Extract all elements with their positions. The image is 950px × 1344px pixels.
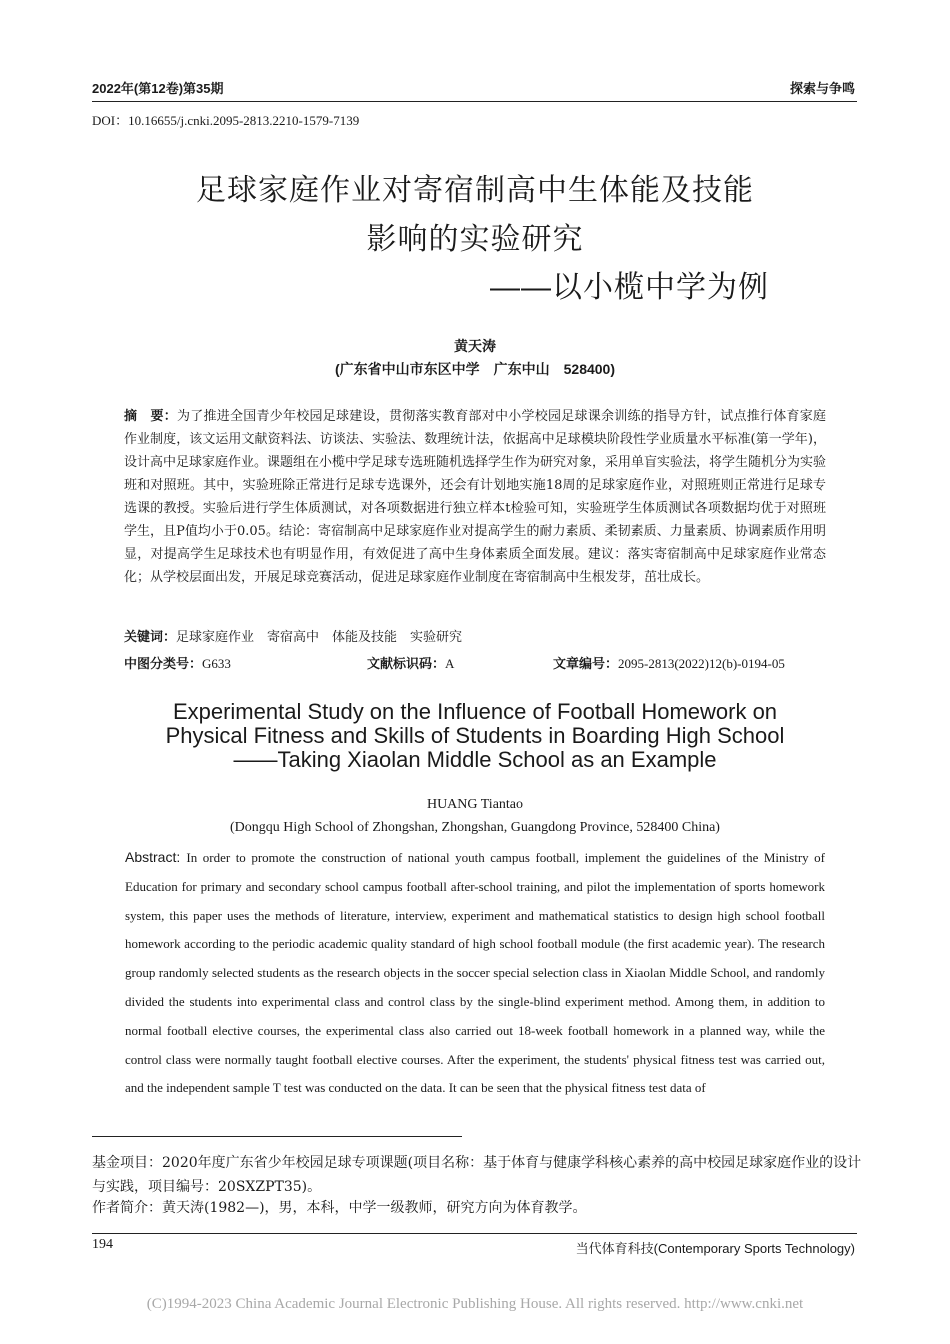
abstract-cn: [124, 404, 826, 589]
keywords-label: 关键词：: [124, 629, 177, 644]
section-name: 探索与争鸣: [789, 81, 855, 96]
page-number: 194: [92, 1237, 113, 1252]
author-bio: 作者简介：黄天涛(1982—)，男，本科，中学一级教师，研究方向为体育教学。: [92, 1200, 587, 1216]
affiliation-cn: (广东省中山市东区中学 广东中山 528400): [334, 361, 616, 377]
title-cn-subtitle: ——以小榄中学为例: [490, 271, 769, 304]
abstract-en-text: In order to promote the construction of national youth campus football, implement the guidelines of the Ministry of Education for primary and secondary school campus football after-school training, and pilot the implementation of sports homework system, this paper uses the methods of literature, interview, experiment and mathematical statistics to design high school football homework according to the periodic academic quality standard of high school football module (the first academic year). The research group randomly selected students as the research objects in the soccer special selection class in Xiaolan Middle School, and randomly divided the students into experimental class and control class by the single-blind experiment method. Among them, in addition to normal football elective courses, the experimental class also carried out 18-week football homework in a planned way, while the control class were normally taught football elective courses. After the experiment, the students' physical fitness test was carried out, and the independent sample T test was conducted on the data. It can be seen that the physical fitness test data of: [125, 850, 825, 1096]
author-cn: 黄天涛: [454, 338, 496, 354]
header-divider: [92, 101, 857, 102]
keywords-cn: [124, 626, 826, 645]
issue-info: 2022年(第12卷)第35期: [92, 81, 224, 96]
clc-value: G633: [202, 656, 231, 671]
title-en-line3: ——Taking Xiaolan Middle School as an Example: [233, 747, 717, 772]
article-value: 2095-2813(2022)12(b)-0194-05: [618, 656, 785, 671]
doi: DOI：10.16655/j.cnki.2095-2813.2210-1579-7139: [92, 113, 360, 128]
abstract-en-label: Abstract:: [125, 849, 187, 865]
clc-label: 中图分类号：: [124, 656, 203, 671]
keywords-text: 足球家庭作业 寄宿高中 体能及技能 实验研究: [176, 630, 463, 645]
abstract-cn-label: 摘 要：: [124, 408, 177, 423]
abstract-cn-text: 为了推进全国青少年校园足球建设，贯彻落实教育部对中小学校园足球课余训练的指导方针，试点推行体育家庭作业制度，该文运用文献资料法、访谈法、实验法、数理统计法，依据高中足球模块阶段性学业质量水平标准(第一学年)，设计高中足球家庭作业。课题组在小榄中学足球专选班随机选择学生作为研究对象，采用单盲实验法，将学生随机分为实验班和对照班。其中，实验班除正常进行足球专选课外，还会有计划地实施18周的足球家庭作业，对照班则正常进行足球专选课的教授。实验后进行学生体质测试，对各项数据进行独立样本t检验可知，实验班学生体质测试各项数据均优于对照班学生，且P值均小于0.05。结论：寄宿制高中足球家庭作业对提高学生的耐力素质、柔韧素质、力量素质、协调素质作用明显，对提高学生足球技术也有明显作用，有效促进了高中生身体素质全面发展。建议：落实寄宿制高中足球家庭作业常态化；从学校层面出发，开展足球竞赛活动，促进足球家庭作业制度在寄宿制高中生根发芽，茁壮成长。: [124, 409, 827, 585]
affiliation-en: (Dongqu High School of Zhongshan, Zhongshan, Guangdong Province, 528400 China): [230, 820, 720, 835]
author-en: HUANG Tiantao: [426, 797, 524, 812]
title-en-line1: Experimental Study on the Influence of Football Homework on: [172, 699, 778, 724]
doc-value: A: [445, 656, 455, 671]
fund-note: 基金项目：2020年度广东省少年校园足球专项课题(项目名称：基于体育与健康学科核心素养的高中校园足球家庭作业的设计与实践，项目编号：20SXZPT35)。: [92, 1155, 862, 1195]
footnote-divider: [92, 1136, 462, 1137]
journal-name: 当代体育科技(Contemporary Sports Technology): [575, 1241, 855, 1256]
abstract-en: [125, 843, 825, 1103]
copyright-notice: (C)1994-2023 China Academic Journal Electronic Publishing House. All rights reserved. http://www.cnki.net: [146, 1296, 804, 1312]
title-cn-line2: 影响的实验研究: [366, 223, 584, 256]
article-number: [553, 653, 785, 672]
footer-divider: [92, 1233, 857, 1234]
title-en-line2: Physical Fitness and Skills of Students in Boarding High School: [165, 723, 785, 748]
title-cn-line1: 足球家庭作业对寄宿制高中生体能及技能: [196, 174, 754, 207]
clc-number: [124, 653, 231, 672]
article-label: 文章编号：: [553, 656, 619, 671]
document-code: [367, 653, 454, 672]
doc-label: 文献标识码：: [367, 656, 446, 671]
